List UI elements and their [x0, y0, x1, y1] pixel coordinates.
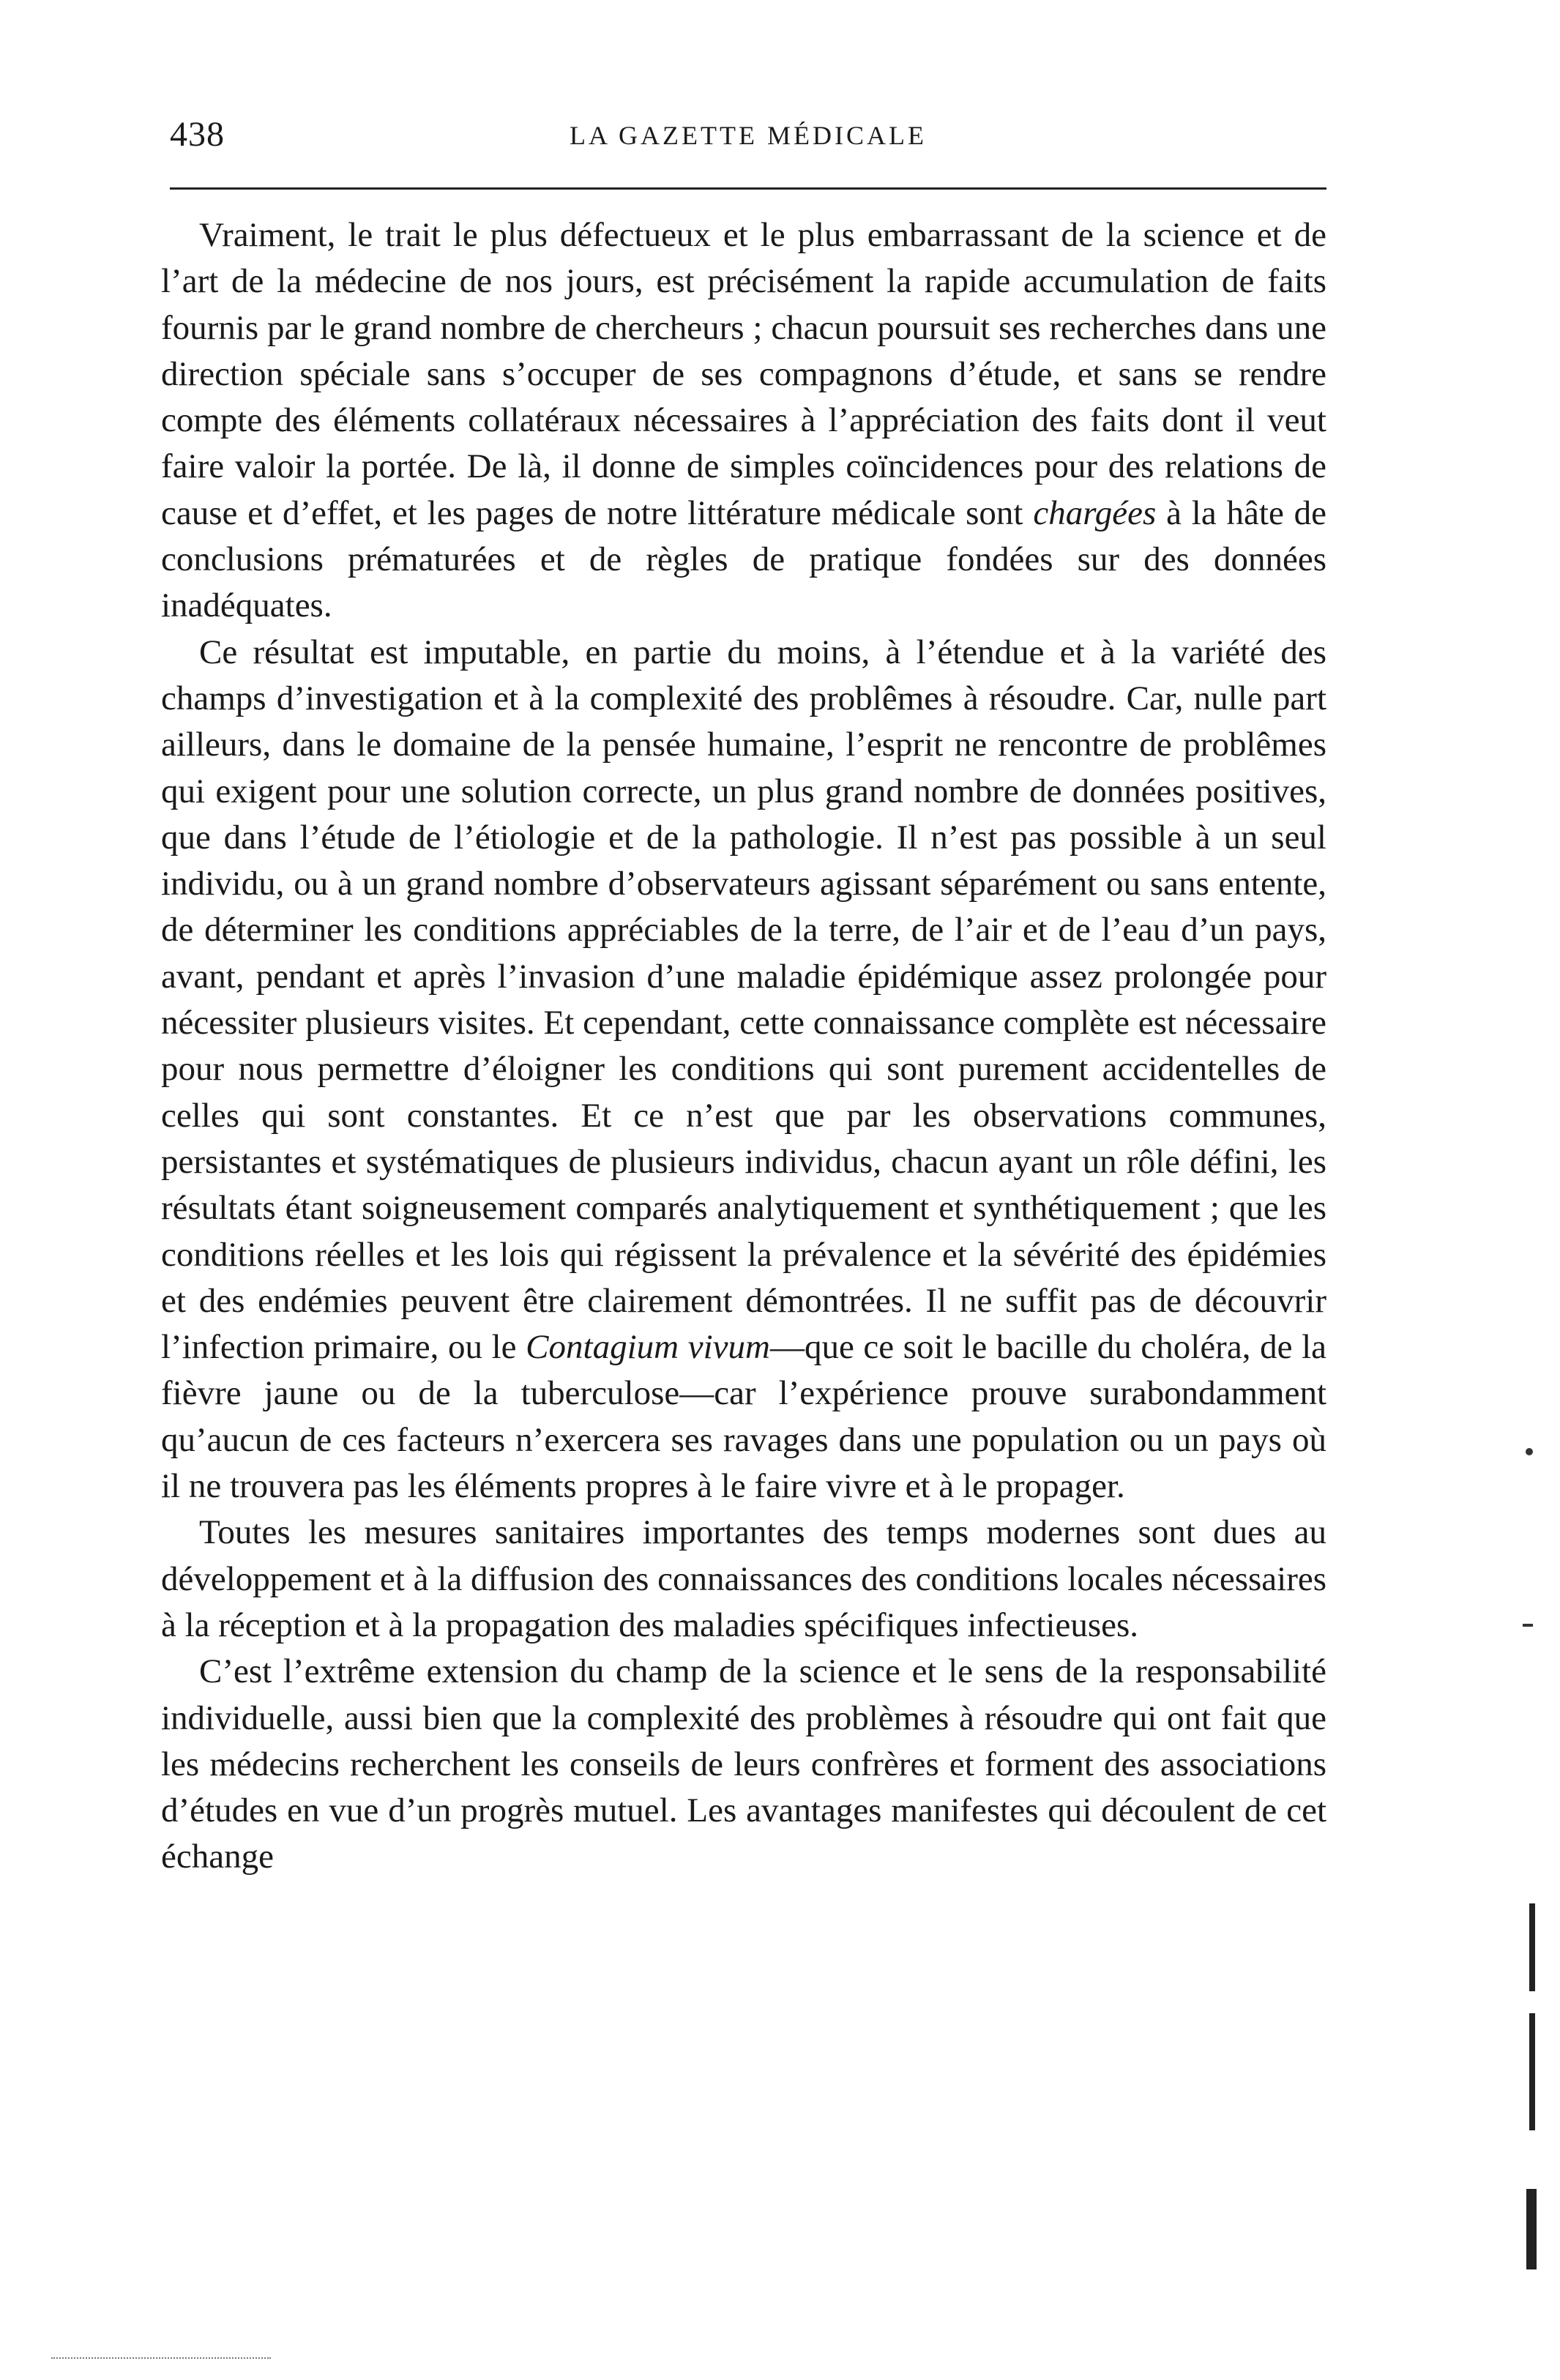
- paragraph-3-text-a: Toutes les mesures sanitaires importantes des temps modernes sont dues au développement et à la diffusion des connaissances des conditions locales nécessaires à la réception et à la propagation des maladies spécifiques infectieuses.: [161, 1513, 1326, 1644]
- paragraph-2-text-b: —que ce soit le bacille du choléra, de la fièvre jaune ou de la tuberculose—car l’expérience prouve surabondamment qu’aucun de ces facteurs n’exercera ses ravages dans une population ou un pays où il ne trouvera pas les éléments propres à le faire vivre et à le propager.: [161, 1328, 1326, 1506]
- running-head: [170, 102, 1326, 161]
- paragraph-4-text-a: C’est l’extrême extension du champ de la science et le sens de la responsabilité individuelle, aussi bien que la complexité des problèmes à résoudre qui ont fait que les médecins recherchent les conseils de leurs confrères et forment des associations d’études en vue d’un progrès mutuel. Les avantages manifestes qui découlent de cet échange: [161, 1652, 1326, 1876]
- margin-dot: [1526, 1448, 1533, 1455]
- paragraph-1-text-b: à la hâte de conclusions prématurées et de règles de pratique fondées sur des données inadéquates.: [161, 493, 1327, 625]
- paragraph-1-italic: chargées: [1033, 493, 1157, 532]
- scan-edge-bar: [1529, 1903, 1535, 1991]
- running-title: LA GAZETTE MÉDICALE: [570, 121, 927, 150]
- scan-edge-bar: [1529, 2013, 1535, 2130]
- paragraph-2-italic: Contagium vivum: [526, 1328, 770, 1367]
- header-rule: [170, 187, 1326, 190]
- paragraph-2-text-a: Ce résultat est imputable, en partie du moins, à l’étendue et à la variété des champs d’investigation et à la complexité des problêmes à résoudre. Car, nulle part ailleurs, dans le domaine de la pensée humaine, l’esprit ne rencontre de problêmes qui exigent pour une solution correcte, un plus grand nombre de données positives, que dans l’étude de l’étiologie et de la pathologie. Il n’est pas possible à un seul individu, ou à un grand nombre d’observateurs agissant séparément ou sans entente, de déterminer les conditions appréciables de la terre, de l’air et de l’eau d’un pays, avant, pendant et après l’invasion d’une maladie épidémique assez prolongée pour nécessiter plusieurs visites. Et cependant, cette connaissance complète est nécessaire pour nous permettre d’éloigner les conditions qui sont purement accidentelles de celles qui sont constantes. Et ce n’est que par les observations communes, persistantes et systématiques de plusieurs individus, chacun ayant un rôle défini, les résultats étant soigneusement comparés analytiquement et synthétiquement ; que les conditions réelles et les lois qui régissent la prévalence et la sévérité des épidémies et des endémies peuvent être clairement démontrées. Il ne suffit pas de découvrir l’infection primaire, ou le: [161, 633, 1326, 1367]
- page-number: 438: [170, 115, 225, 154]
- margin-dash: [1523, 1624, 1533, 1627]
- scan-edge-artifact: [1523, 1684, 1545, 2284]
- paragraph-1: [161, 212, 1326, 630]
- scan-edge-bar: [1526, 2189, 1537, 2269]
- paragraph-1-text-a: Vraiment, le trait le plus défectueux et le plus embarrassant de la science et de l’art de la médecine de nos jours, est précisément la rapide accumulation de faits fournis par le grand nombre de chercheurs ; chacun poursuit ses recherches dans une direction spéciale sans s’occuper de ses compagnons d’étude, et sans se rendre compte des éléments collatéraux nécessaires à l’appréciation des faits dont il veut faire valoir la portée. De là, il donne de simples coïncidences pour des relations de cause et d’effet, et les pages de notre littérature médicale sont: [161, 216, 1326, 532]
- paragraph-4: [161, 1649, 1326, 1880]
- paragraph-3: [161, 1510, 1326, 1649]
- paragraph-2: [161, 630, 1326, 1510]
- body-text: [161, 212, 1326, 1881]
- scan-bottom-specks: [51, 2357, 271, 2362]
